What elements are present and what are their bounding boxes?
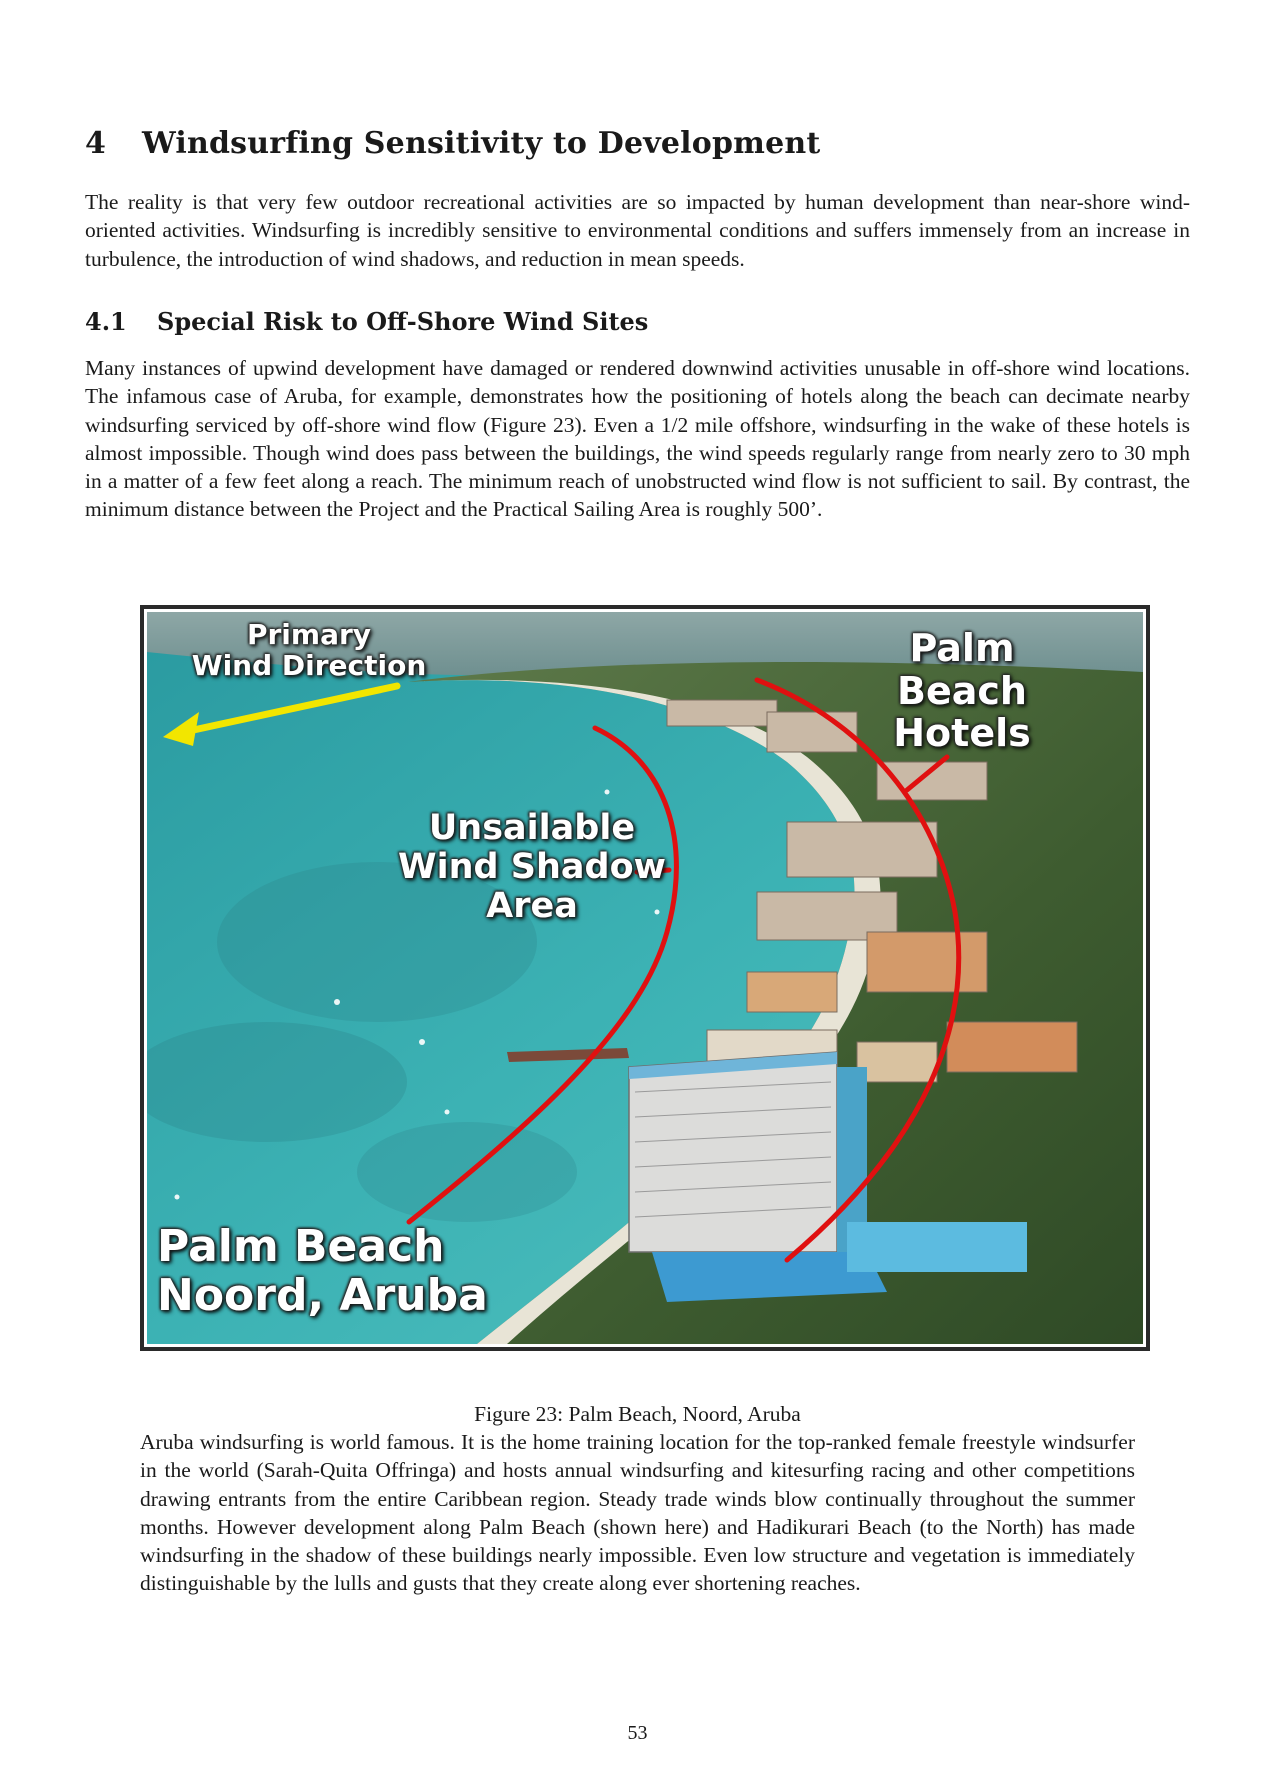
intro-paragraph: The reality is that very few outdoor recreational activities are so impacted by human development than near-shore wind-oriented activities. Windsurfing is incredibly sensitive to environmental conditions and suffers immensely from an increase in turbulence, the introduction of wind shadows, and reduction in mean speeds. [85,190,1190,271]
hotels-label-line-2: Beach [897,668,1027,713]
aerial-photo [147,612,1143,1344]
hotels-label-line-3: Hotels [893,711,1031,756]
wind-shadow-area-label [387,809,677,927]
section-heading [85,126,820,161]
figure-frame [140,605,1150,1351]
wind-label-line-1: Primary [246,618,372,651]
page-number: 53 [627,1722,648,1744]
primary-wind-direction-label [169,619,449,682]
section-number: 4 [85,126,107,161]
location-label-line-1: Palm Beach [157,1221,445,1272]
shadow-label-line-3: Area [486,886,578,927]
location-label [157,1222,557,1321]
wind-label-line-2: Wind Direction [191,649,427,683]
subsection-paragraph: Many instances of upwind development have damaged or rendered downwind activities unusable in off-shore wind locations. The infamous case of Aruba, for example, demonstrates how the positioning of hotels along the beach can decimate nearby windsurfing serviced by off-shore wind flow (Figure 23). Even a 1/2 mile offshore, windsurfing in the wake of these hotels is almost impossible. Though wind does pass between the buildings, the wind speeds regularly range from nearly zero to 30 mph in a matter of a few feet along a reach. The minimum reach of unobstructed wind flow is not sufficient to sail. By contrast, the minimum distance between the Project and the Practical Sailing Area is roughly 500’. [85,356,1190,522]
subsection-number: 4.1 [85,307,127,336]
section-title: Windsurfing Sensitivity to Development [142,126,821,161]
figure-paragraph: Aruba windsurfing is world famous. It is the home training location for the top-ranked female freestyle windsurfer in the world (Sarah-Quita Offringa) and hosts annual windsurfing and kitesurfing racing and other competitions drawing entrants from the entire Caribbean region. Steady trade winds blow continually throughout the summer months. However development along Palm Beach (shown here) and Hadikurari Beach (to the North) has made windsurfing in the shadow of these buildings nearly impossible. Even low structure and vegetation is immediately distinguishable by the lulls and gusts that they create along ever shortening reaches. [140,1430,1135,1596]
location-label-line-2: Noord, Aruba [157,1270,488,1322]
figure-caption: Figure 23: Palm Beach, Noord, Aruba [474,1402,801,1426]
shadow-label-line-1: Unsailable [428,808,636,848]
palm-beach-hotels-label [887,627,1037,755]
shadow-label-line-2: Wind Shadow [398,847,666,888]
subsection-title: Special Risk to Off-Shore Wind Sites [157,307,649,336]
subsection-heading [85,307,648,336]
hotels-label-line-1: Palm [909,626,1015,670]
